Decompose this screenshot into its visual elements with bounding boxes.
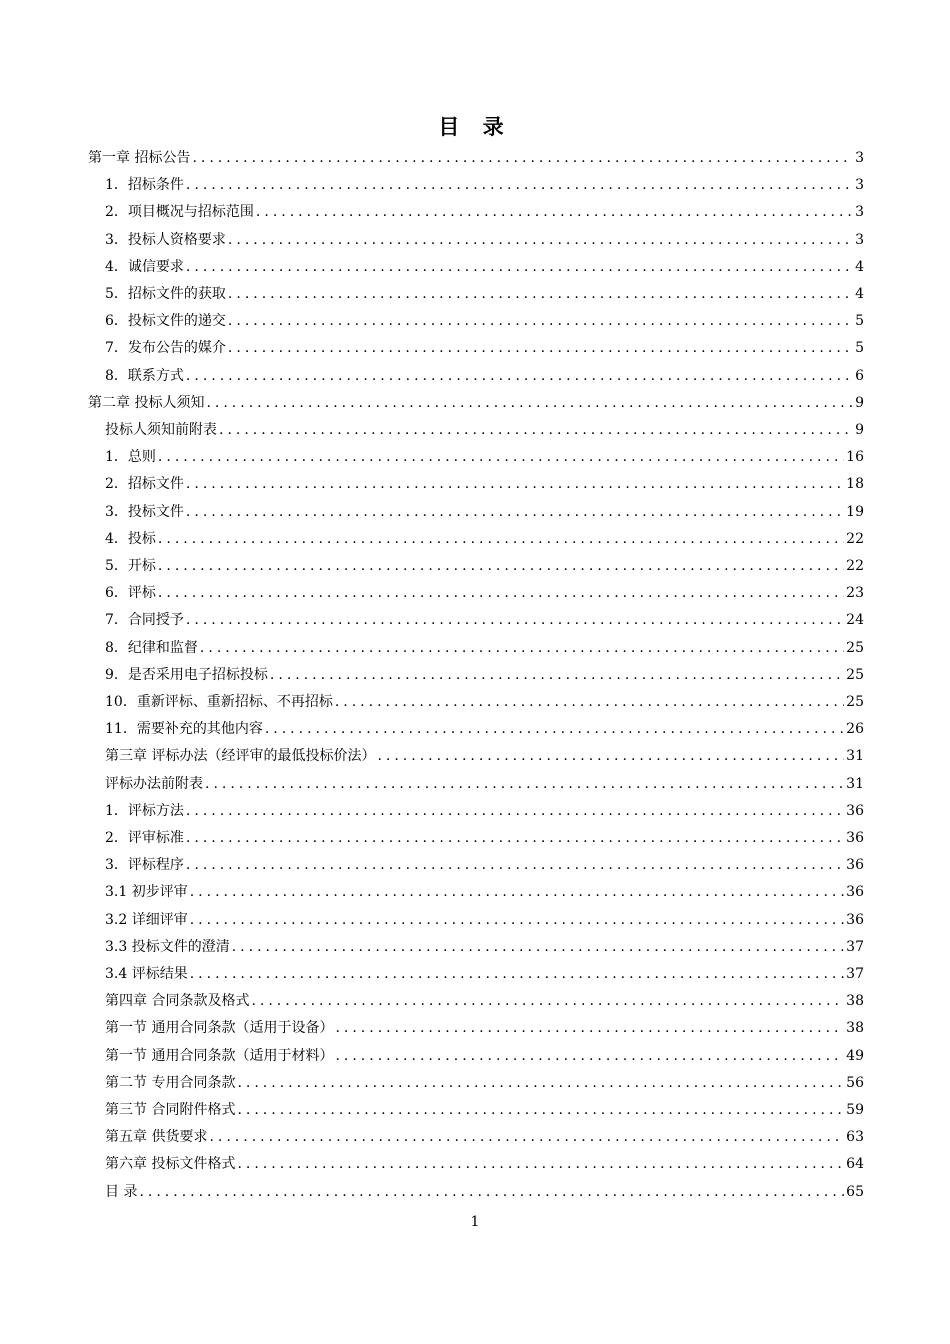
toc-entry-label: 6．投标文件的递交	[105, 313, 226, 330]
toc-leader-dots	[200, 635, 844, 662]
toc-entry[interactable]	[105, 798, 864, 825]
toc-entry-label: 5．开标	[105, 558, 156, 574]
toc-entry-page: 9	[855, 394, 864, 411]
toc-leader-dots	[158, 580, 844, 607]
toc-entry-page: 22	[846, 558, 864, 574]
toc-entry[interactable]	[105, 417, 864, 444]
toc-leader-dots	[186, 254, 853, 281]
toc-leader-dots	[158, 444, 844, 471]
toc-entry-page: 25	[846, 694, 864, 710]
toc-entry[interactable]	[105, 716, 864, 743]
toc-entry[interactable]	[105, 553, 864, 580]
toc-leader-dots	[237, 1070, 844, 1097]
toc-entry[interactable]	[105, 1070, 864, 1097]
toc-entry-label: 第一章 招标公告	[88, 150, 191, 166]
toc-entry-page: 3	[855, 150, 864, 166]
toc-entry-label: 7．合同授予	[105, 612, 184, 629]
toc-entry-page: 5	[855, 340, 864, 357]
toc-entry-page: 4	[855, 286, 864, 302]
toc-entry[interactable]	[105, 743, 864, 770]
toc-leader-dots	[219, 417, 853, 444]
toc-entry-page: 5	[855, 313, 864, 330]
toc-entry-page: 38	[846, 993, 864, 1010]
toc-entry-label: 3．评标程序	[105, 857, 184, 874]
toc-entry[interactable]	[105, 662, 864, 689]
toc-entry-label: 4．投标	[105, 530, 156, 547]
toc-leader-dots	[186, 852, 844, 879]
toc-entry-page: 65	[846, 1183, 864, 1200]
toc-entry-label: 1．评标方法	[105, 802, 184, 819]
toc-entry-page: 64	[846, 1156, 864, 1173]
toc-entry[interactable]	[105, 1097, 864, 1124]
toc-leader-dots	[190, 879, 844, 906]
toc-entry-label: 4．诚信要求	[105, 258, 184, 275]
toc-entry[interactable]	[105, 961, 864, 988]
toc-entry-label: 3.1 初步评审	[105, 884, 188, 901]
toc-leader-dots	[335, 689, 844, 716]
toc-entry-page: 19	[846, 503, 864, 520]
toc-entry[interactable]	[105, 363, 864, 390]
toc-leader-dots	[228, 227, 853, 254]
toc-entry[interactable]	[105, 879, 864, 906]
toc-entry[interactable]	[105, 1124, 864, 1151]
toc-entry-page: 25	[846, 639, 864, 656]
toc-entry[interactable]	[105, 852, 864, 879]
toc-entry-page: 9	[855, 422, 864, 438]
toc-leader-dots	[186, 607, 844, 634]
toc-entry-page: 3	[855, 231, 864, 248]
toc-entry[interactable]	[105, 471, 864, 498]
toc-entry-page: 4	[855, 258, 864, 275]
toc-leader-dots	[206, 390, 853, 417]
toc-entry[interactable]	[105, 689, 864, 716]
toc-leader-dots	[228, 335, 853, 362]
toc-leader-dots	[205, 771, 844, 798]
page-number: 1	[470, 1214, 480, 1230]
toc-leader-dots	[265, 716, 844, 743]
toc-entry-label: 第一节 通用合同条款（适用于材料）	[105, 1047, 334, 1064]
toc-entry-label: 2．评审标准	[105, 830, 184, 846]
toc-leader-dots	[186, 798, 844, 825]
toc-entry[interactable]	[105, 227, 864, 254]
toc-leader-dots	[190, 907, 844, 934]
toc-leader-dots	[186, 825, 844, 852]
toc-entry-label: 5．招标文件的获取	[105, 286, 226, 302]
toc-entry-page: 37	[846, 938, 864, 955]
toc-entry[interactable]	[105, 907, 864, 934]
toc-entry[interactable]	[105, 335, 864, 362]
toc-entry-label: 第三章 评标办法（经评审的最低投标价法）	[105, 748, 376, 765]
toc-entry[interactable]	[105, 635, 864, 662]
toc-leader-dots	[186, 363, 853, 390]
toc-leader-dots	[186, 499, 844, 526]
toc-entry-label: 2．招标文件	[105, 476, 184, 493]
toc-leader-dots	[158, 526, 844, 553]
toc-entry-page: 38	[846, 1020, 864, 1037]
toc-entry-label: 第二章 投标人须知	[88, 394, 205, 411]
toc-entry-label: 第五章 供货要求	[105, 1129, 208, 1146]
toc-entry-label: 9．是否采用电子招标投标	[105, 666, 268, 683]
toc-entry-page: 16	[846, 449, 864, 466]
toc-entry[interactable]	[105, 444, 864, 471]
toc-entry-label: 3.3 投标文件的澄清	[105, 938, 230, 955]
toc-entry-page: 24	[846, 612, 864, 629]
toc-leader-dots	[139, 1179, 844, 1206]
toc-entry[interactable]	[105, 1151, 864, 1178]
toc-entry-label: 评标办法前附表	[105, 775, 203, 792]
toc-entry-label: 1．招标条件	[105, 177, 184, 194]
toc-entry-page: 36	[846, 857, 864, 874]
toc-entry[interactable]	[105, 1043, 864, 1070]
toc-entry[interactable]	[105, 172, 864, 199]
toc-entry[interactable]	[105, 281, 864, 308]
toc-leader-dots	[232, 934, 844, 961]
toc-leader-dots	[190, 961, 844, 988]
toc-entry-page: 31	[846, 748, 864, 765]
toc-entry-label: 11．需要补充的其他内容	[105, 721, 263, 738]
toc-entry-label: 3.4 评标结果	[105, 966, 188, 982]
toc-entry-page: 3	[855, 204, 864, 221]
toc-entry-page: 63	[846, 1129, 864, 1146]
toc-entry[interactable]	[105, 199, 864, 226]
toc-entry-page: 56	[846, 1074, 864, 1091]
toc-leader-dots	[186, 172, 853, 199]
toc-entry-page: 6	[855, 367, 864, 384]
toc-entry-label: 投标人须知前附表	[105, 422, 217, 438]
toc-entry-label: 10．重新评标、重新招标、不再招标	[105, 694, 333, 710]
toc-entry[interactable]	[105, 499, 864, 526]
toc-entry-page: 37	[846, 966, 864, 982]
toc-leader-dots	[335, 1015, 844, 1042]
toc-leader-dots	[237, 1097, 844, 1124]
toc-leader-dots	[251, 988, 844, 1015]
toc-entry-page: 59	[846, 1102, 864, 1118]
toc-entry[interactable]	[105, 580, 864, 607]
toc-entry-page: 36	[846, 802, 864, 819]
toc-entry-page: 25	[846, 666, 864, 683]
toc-leader-dots	[158, 553, 844, 580]
toc-entry[interactable]	[105, 526, 864, 553]
toc-entry[interactable]	[105, 254, 864, 281]
toc-entry-page: 31	[846, 775, 864, 792]
toc-entry-page: 36	[846, 884, 864, 901]
toc-leader-dots	[192, 145, 853, 172]
toc-entry-label: 8．纪律和监督	[105, 639, 198, 656]
toc-title: 目 录	[438, 114, 512, 139]
toc-leader-dots	[270, 662, 844, 689]
toc-leader-dots	[228, 281, 853, 308]
toc-entry[interactable]	[105, 1179, 864, 1206]
toc-leader-dots	[186, 471, 844, 498]
toc-entry[interactable]	[105, 1015, 864, 1042]
toc-entry-page: 23	[846, 585, 864, 602]
toc-leader-dots	[335, 1043, 844, 1070]
toc-entry-page: 3	[855, 177, 864, 194]
toc-entry-label: 7．发布公告的媒介	[105, 340, 226, 357]
toc-entry[interactable]	[105, 771, 864, 798]
toc-entry-page: 36	[846, 830, 864, 846]
toc-entry-label: 3.2 详细评审	[105, 911, 188, 928]
toc-entry[interactable]	[105, 825, 864, 852]
toc-entry-label: 3．投标文件	[105, 503, 184, 520]
toc-entry-label: 8．联系方式	[105, 367, 184, 384]
toc-entry-label: 3．投标人资格要求	[105, 231, 226, 248]
toc-entry-page: 22	[846, 530, 864, 547]
toc-entry-label: 第二节 专用合同条款	[105, 1074, 236, 1091]
toc-leader-dots	[256, 199, 853, 226]
toc-entry[interactable]	[105, 934, 864, 961]
toc-entry-label: 2．项目概况与招标范围	[105, 204, 254, 221]
toc-leader-dots	[237, 1151, 844, 1178]
toc-entry-page: 26	[846, 721, 864, 738]
toc-leader-dots	[228, 308, 853, 335]
toc-entry-label: 目 录	[105, 1183, 138, 1200]
toc-entry-label: 第六章 投标文件格式	[105, 1156, 236, 1173]
toc-entry[interactable]	[105, 607, 864, 634]
toc-entry-page: 49	[846, 1047, 864, 1064]
toc-entry[interactable]	[88, 390, 864, 417]
toc-entry-page: 36	[846, 911, 864, 928]
toc-leader-dots	[209, 1124, 844, 1151]
toc-entry-label: 第一节 通用合同条款（适用于设备）	[105, 1020, 334, 1037]
toc-entry[interactable]	[105, 308, 864, 335]
toc-entry-label: 第四章 合同条款及格式	[105, 993, 250, 1010]
toc-entry-label: 6．评标	[105, 585, 156, 602]
toc-entry[interactable]	[105, 988, 864, 1015]
toc-entry-page: 18	[846, 476, 864, 493]
toc-entry-label: 第三节 合同附件格式	[105, 1102, 236, 1118]
toc-entry[interactable]	[88, 145, 864, 172]
toc-entry-label: 1．总则	[105, 449, 156, 466]
toc-leader-dots	[377, 743, 844, 770]
